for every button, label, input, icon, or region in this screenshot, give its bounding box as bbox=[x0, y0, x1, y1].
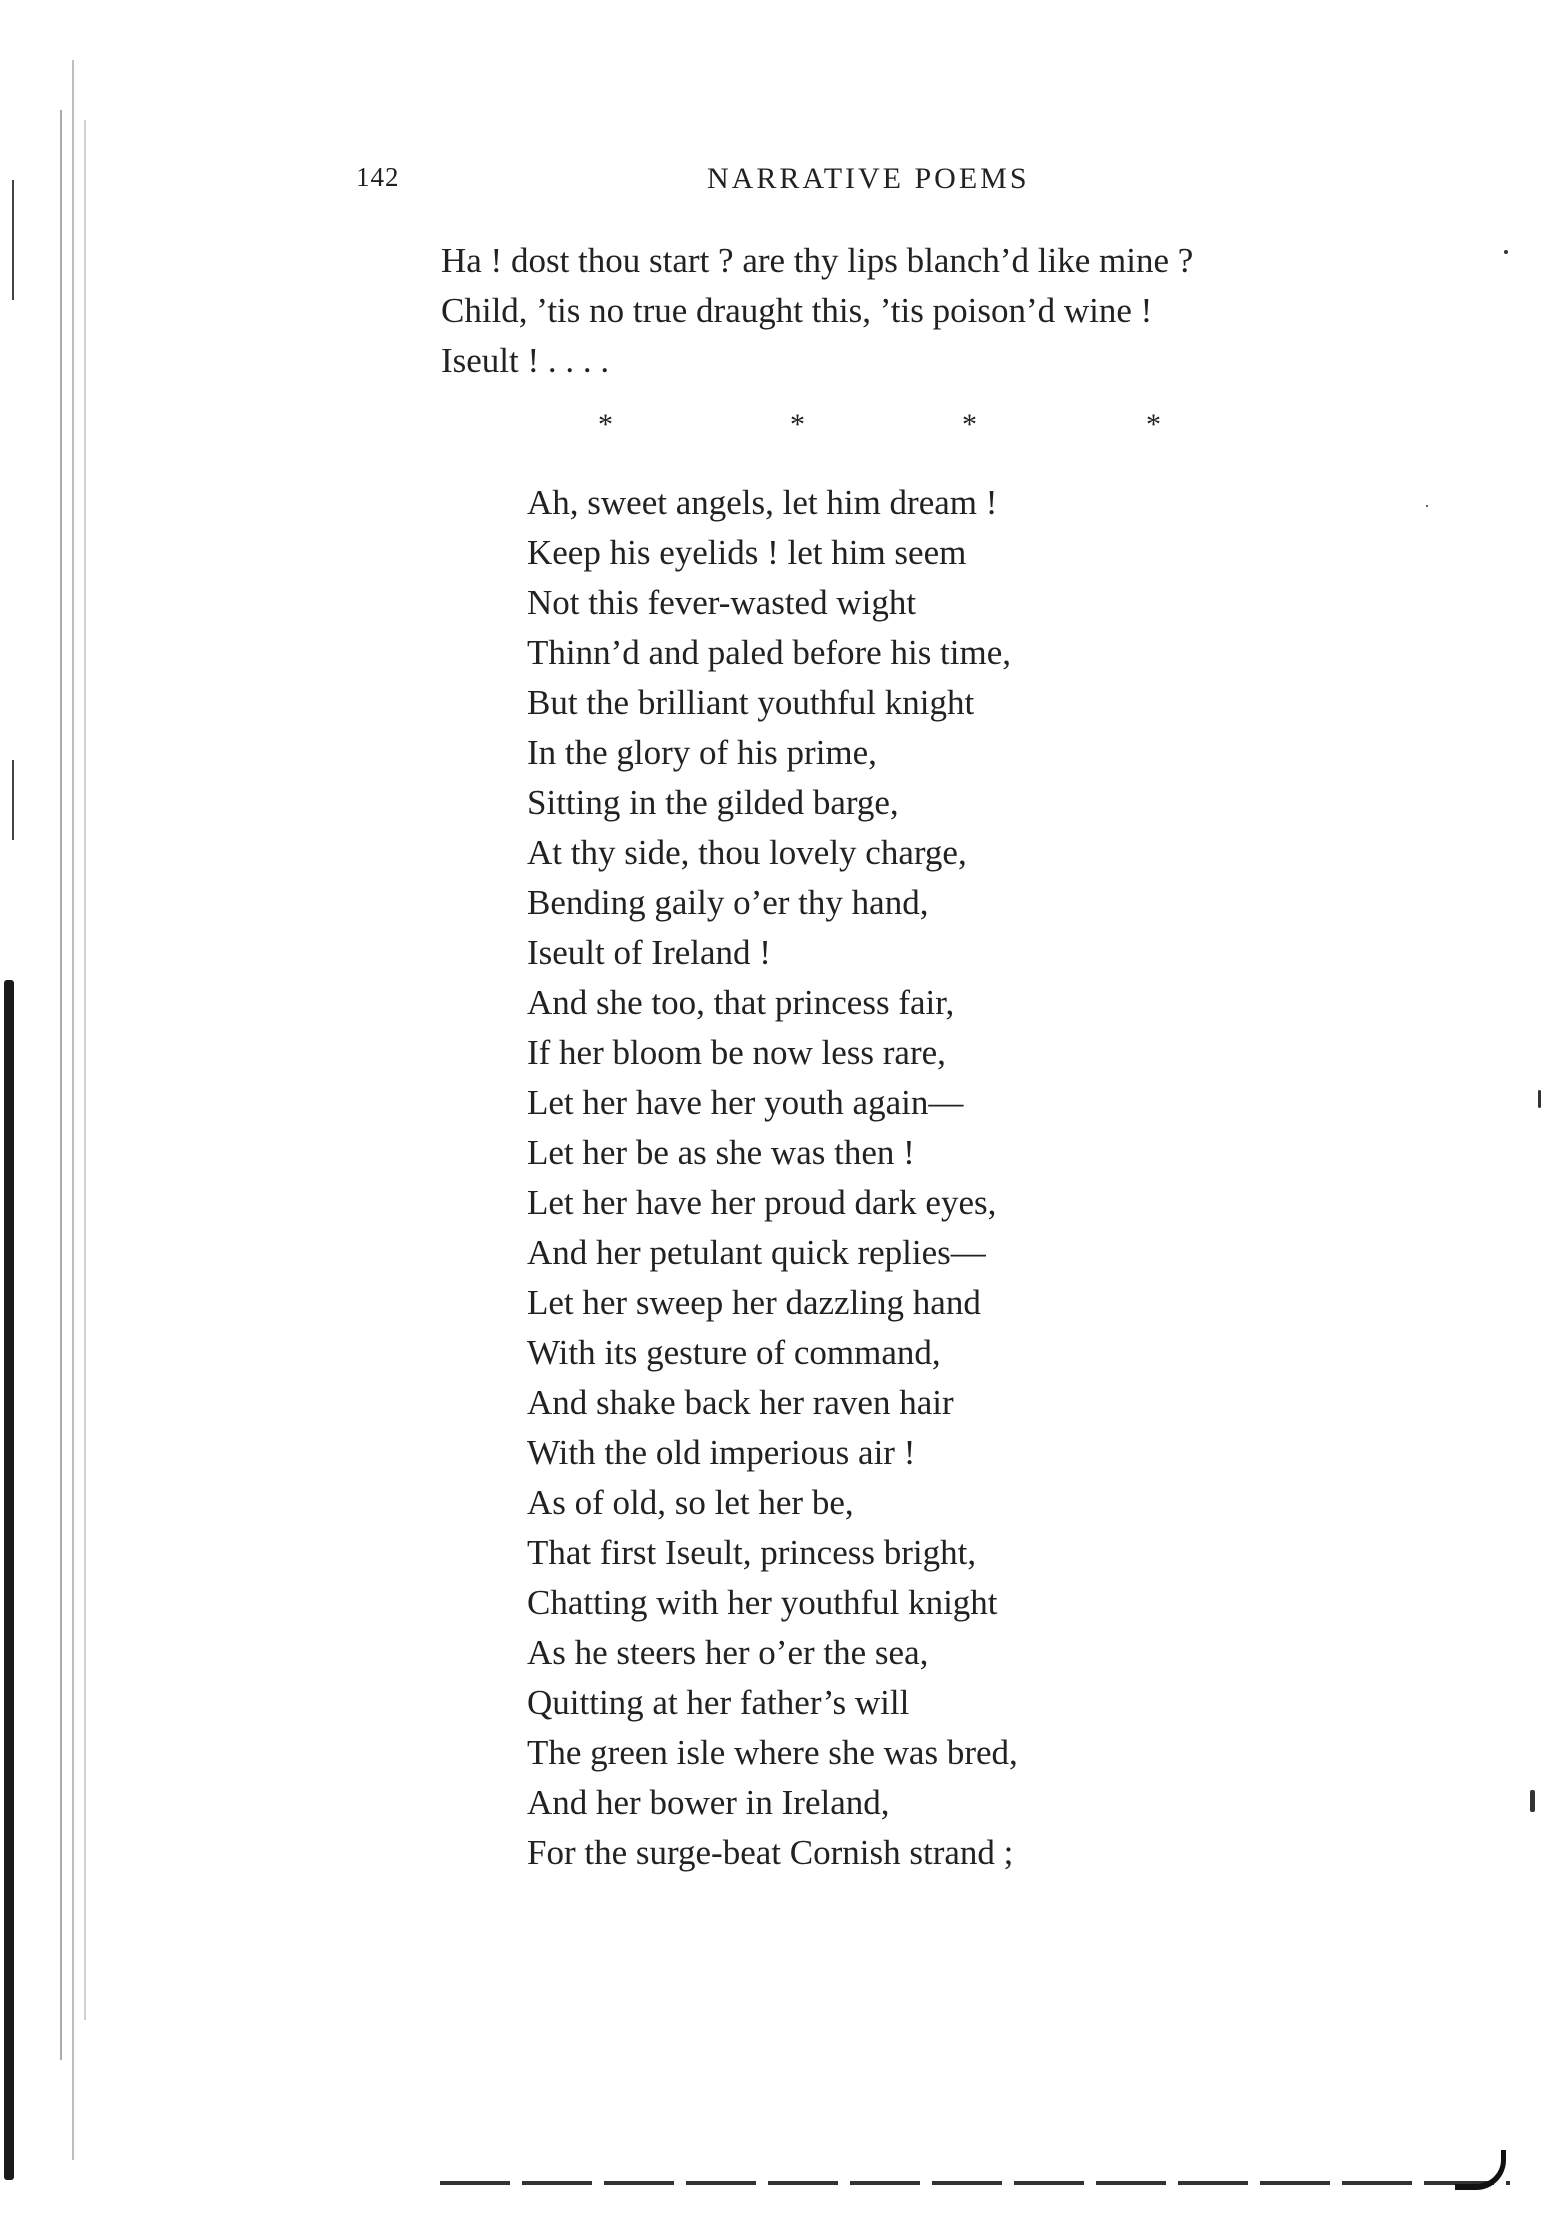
opening-line: Ha ! dost thou start ? are thy lips blanch’d like mine ? bbox=[441, 241, 1194, 280]
scan-speck bbox=[1426, 505, 1428, 507]
opening-stanza bbox=[441, 236, 1193, 386]
poem-line: Iseult of Ireland ! bbox=[527, 933, 771, 972]
poem-line: But the brilliant youthful knight bbox=[527, 683, 975, 722]
running-head bbox=[0, 162, 1544, 202]
poem-line: In the glory of his prime, bbox=[527, 733, 877, 772]
poem-line: With its gesture of command, bbox=[527, 1333, 941, 1372]
binding-gutter bbox=[0, 0, 110, 2218]
poem-line: Let her have her proud dark eyes, bbox=[527, 1183, 997, 1222]
asterisk: * bbox=[598, 408, 613, 441]
scan-speck bbox=[1538, 1090, 1541, 1108]
poem-line: With the old imperious air ! bbox=[527, 1433, 916, 1472]
poem-line: The green isle where she was bred, bbox=[527, 1733, 1018, 1772]
poem-line: Thinn’d and paled before his time, bbox=[527, 633, 1012, 672]
poem-line: Not this fever-wasted wight bbox=[527, 583, 917, 622]
poem-line: That first Iseult, princess bright, bbox=[527, 1533, 977, 1572]
scan-speck bbox=[1504, 250, 1508, 254]
poem-line: Let her have her youth again— bbox=[527, 1083, 964, 1122]
poem-line: And her petulant quick replies— bbox=[527, 1233, 986, 1272]
opening-line: Child, ’tis no true draught this, ’tis poison’d wine ! bbox=[441, 291, 1153, 330]
poem-line: Ah, sweet angels, let him dream ! bbox=[527, 483, 998, 522]
poem-line: Chatting with her youthful knight bbox=[527, 1583, 998, 1622]
poem-line: Sitting in the gilded barge, bbox=[527, 783, 899, 822]
bottom-rule bbox=[440, 2181, 1510, 2185]
poem-line: And her bower in Ireland, bbox=[527, 1783, 890, 1822]
poem-line: As he steers her o’er the sea, bbox=[527, 1633, 929, 1672]
poem-stanza bbox=[527, 478, 1018, 1878]
page-number: 142 bbox=[356, 162, 400, 192]
poem-line: Quitting at her father’s will bbox=[527, 1683, 910, 1722]
poem-line: Bending gaily o’er thy hand, bbox=[527, 883, 929, 922]
opening-line: Iseult ! . . . . bbox=[441, 341, 610, 380]
poem-line: Let her be as she was then ! bbox=[527, 1133, 915, 1172]
section-break bbox=[0, 408, 1544, 448]
scan-speck bbox=[1530, 1790, 1535, 1812]
poem-line: For the surge-beat Cornish strand ; bbox=[527, 1833, 1014, 1872]
poem-line: And she too, that princess fair, bbox=[527, 983, 955, 1022]
asterisk: * bbox=[962, 408, 977, 441]
poem-line: If her bloom be now less rare, bbox=[527, 1033, 946, 1072]
poem-line: As of old, so let her be, bbox=[527, 1483, 854, 1522]
page-header: NARRATIVE POEMS bbox=[707, 162, 1030, 195]
poem-line: And shake back her raven hair bbox=[527, 1383, 954, 1422]
asterisk: * bbox=[790, 408, 805, 441]
poem-line: At thy side, thou lovely charge, bbox=[527, 833, 967, 872]
poem-line: Let her sweep her dazzling hand bbox=[527, 1283, 981, 1322]
asterisk: * bbox=[1146, 408, 1161, 441]
poem-line: Keep his eyelids ! let him seem bbox=[527, 533, 967, 572]
